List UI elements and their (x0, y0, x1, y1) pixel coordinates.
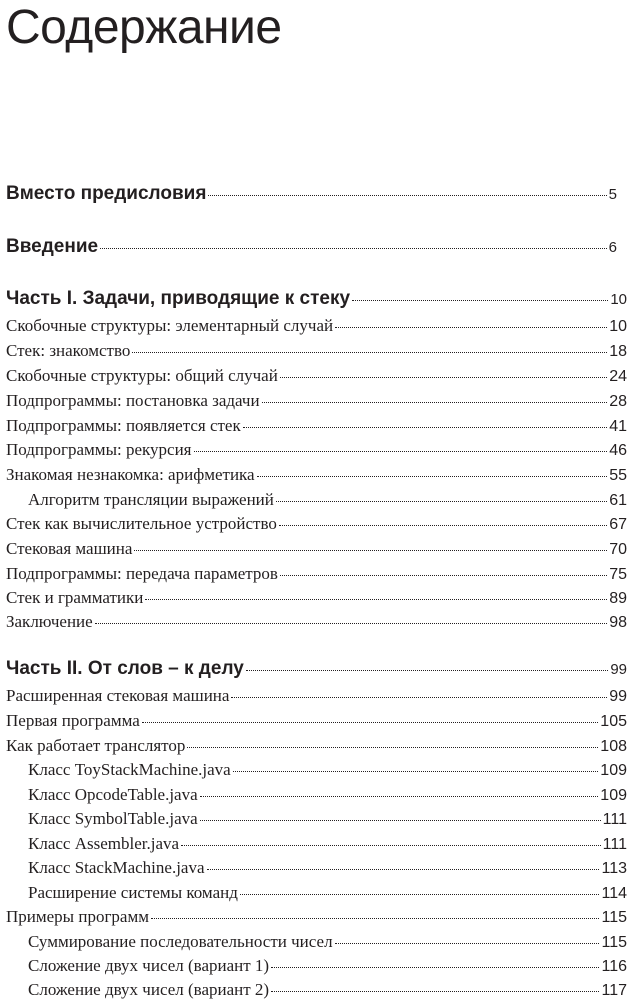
dot-leader (100, 248, 607, 249)
toc-entry-label: Введение (6, 236, 99, 257)
dot-leader (271, 967, 599, 968)
toc-entry-part-1[interactable] (0, 288, 627, 310)
dot-leader (243, 427, 607, 428)
toc-entry-label: Стек: знакомство (6, 341, 131, 360)
dot-leader (335, 327, 607, 328)
toc-entry-label: Скобочные структуры: элементарный случай (6, 316, 334, 335)
toc-subentry[interactable] (0, 760, 627, 780)
toc-entry-page: 61 (609, 492, 627, 509)
toc-entry[interactable] (0, 341, 627, 361)
toc-subentry[interactable] (0, 809, 627, 829)
toc-entry-label: Алгоритм трансляции выражений (28, 490, 274, 509)
toc-entry-label: Заключение (6, 612, 93, 631)
toc-entry-page: 111 (602, 836, 627, 853)
toc-entry-page: 67 (609, 516, 627, 533)
dot-leader (231, 697, 607, 698)
toc-entry-label: Подпрограммы: рекурсия (6, 440, 192, 459)
page-title: Содержание (6, 1, 282, 54)
dot-leader (271, 991, 599, 992)
toc-entry[interactable] (0, 416, 627, 436)
toc-entry-label: Расширение системы команд (28, 883, 238, 902)
toc-entry-page: 18 (609, 343, 627, 360)
toc-entry-page: 111 (602, 811, 627, 828)
toc-entry-label: Подпрограммы: постановка задачи (6, 391, 260, 410)
toc-entry-page: 109 (600, 787, 627, 804)
dot-leader (200, 820, 601, 821)
toc-entry-label: Первая программа (6, 711, 140, 730)
toc-entry[interactable] (0, 366, 627, 386)
toc-entry[interactable] (0, 465, 627, 485)
toc-entry-page: 55 (609, 467, 627, 484)
toc-subentry[interactable] (0, 980, 627, 1000)
toc-entry-label: Примеры программ (6, 907, 149, 926)
toc-entry-page: 89 (609, 590, 627, 607)
toc-entry[interactable] (0, 736, 627, 756)
dot-leader (194, 451, 608, 452)
toc-entry[interactable] (0, 907, 627, 927)
dot-leader (187, 747, 598, 748)
toc-entry-page: 10 (609, 318, 627, 335)
toc-entry-page: 46 (609, 442, 627, 459)
toc-entry-page: 98 (609, 614, 627, 631)
dot-leader (95, 623, 608, 624)
toc-entry-label: Подпрограммы: появляется стек (6, 416, 241, 435)
toc-entry[interactable] (0, 514, 627, 534)
toc-entry-page: 70 (609, 541, 627, 558)
dot-leader (280, 377, 607, 378)
toc-entry-label: Расширенная стековая машина (6, 686, 230, 705)
toc-entry-label: Вместо предисловия (6, 183, 207, 204)
toc-entry-label: Стек и грамматики (6, 588, 144, 607)
toc-entry-label: Класс StackMachine.java (28, 858, 205, 877)
toc-entry-page: 5 (608, 186, 617, 203)
toc-entry-page: 114 (601, 885, 627, 902)
dot-leader (240, 894, 600, 895)
toc-entry-page: 109 (600, 762, 627, 779)
toc-entry-label: Класс Assembler.java (28, 834, 180, 853)
toc-entry-label: Скобочные структуры: общий случай (6, 366, 278, 385)
dot-leader (262, 402, 608, 403)
dot-leader (276, 501, 607, 502)
toc-entry-page: 99 (610, 661, 627, 678)
toc-entry-page: 28 (609, 393, 627, 410)
toc-entry-page: 113 (601, 860, 627, 877)
toc-subentry[interactable] (0, 785, 627, 805)
toc-entry-page: 115 (601, 934, 627, 951)
toc-entry[interactable] (0, 711, 627, 731)
dot-leader (279, 525, 607, 526)
toc-entry-label: Часть II. От слов – к делу (6, 658, 244, 679)
toc-entry-page: 6 (608, 239, 617, 256)
dot-leader (208, 195, 606, 196)
toc-entry-part-2[interactable] (0, 658, 627, 680)
toc-subentry[interactable] (0, 956, 627, 976)
dot-leader (145, 599, 607, 600)
toc-entry-page: 115 (601, 909, 627, 926)
toc-entry-page: 117 (601, 982, 627, 999)
toc-entry-page: 99 (609, 688, 627, 705)
toc-entry-label: Часть I. Задачи, приводящие к стеку (6, 288, 351, 309)
toc-entry[interactable] (0, 686, 627, 706)
dot-leader (132, 352, 607, 353)
toc-entry[interactable] (0, 440, 627, 460)
dot-leader (335, 943, 600, 944)
dot-leader (200, 796, 599, 797)
toc-entry-page: 75 (609, 566, 627, 583)
dot-leader (142, 722, 598, 723)
toc-entry-page: 10 (610, 291, 627, 308)
toc-entry-label: Подпрограммы: передача параметров (6, 564, 278, 583)
toc-subentry[interactable] (0, 858, 627, 878)
toc-entry-label: Класс ToyStackMachine.java (28, 760, 231, 779)
dot-leader (233, 771, 599, 772)
dot-leader (246, 670, 608, 671)
toc-subentry[interactable] (0, 834, 627, 854)
toc-entry-label: Стековая машина (6, 539, 133, 558)
toc-entry-label: Сложение двух чисел (вариант 1) (28, 956, 270, 975)
toc-entry-introduction[interactable] (0, 236, 617, 258)
toc-entry-page: 105 (600, 713, 627, 730)
toc-entry-page: 41 (609, 418, 627, 435)
toc-entry[interactable] (0, 588, 627, 608)
toc-entry-label: Сложение двух чисел (вариант 2) (28, 980, 270, 999)
toc-subentry[interactable] (0, 932, 627, 952)
toc-subentry[interactable] (0, 883, 627, 903)
dot-leader (257, 476, 608, 477)
toc-entry-page: 108 (600, 738, 627, 755)
dot-leader (280, 575, 607, 576)
toc-entry-label: Класс OpcodeTable.java (28, 785, 198, 804)
dot-leader (352, 300, 608, 301)
dot-leader (181, 845, 601, 846)
toc-entry-label: Класс SymbolTable.java (28, 809, 198, 828)
toc-subentry[interactable] (0, 490, 627, 510)
toc-entry[interactable] (0, 316, 627, 336)
toc-entry-label: Суммирование последовательности чисел (28, 932, 333, 951)
dot-leader (207, 869, 600, 870)
toc-entry[interactable] (0, 539, 627, 559)
toc-entry[interactable] (0, 564, 627, 584)
toc-entry[interactable] (0, 391, 627, 411)
dot-leader (151, 918, 600, 919)
dot-leader (134, 550, 607, 551)
toc-entry-label: Стек как вычислительное устройство (6, 514, 277, 533)
toc-entry-page: 24 (609, 368, 627, 385)
toc-entry-label: Как работает транслятор (6, 736, 186, 755)
toc-entry[interactable] (0, 612, 627, 632)
toc-entry-page: 116 (601, 958, 627, 975)
toc-entry-preface[interactable] (0, 183, 617, 205)
toc-entry-label: Знакомая незнакомка: арифметика (6, 465, 255, 484)
